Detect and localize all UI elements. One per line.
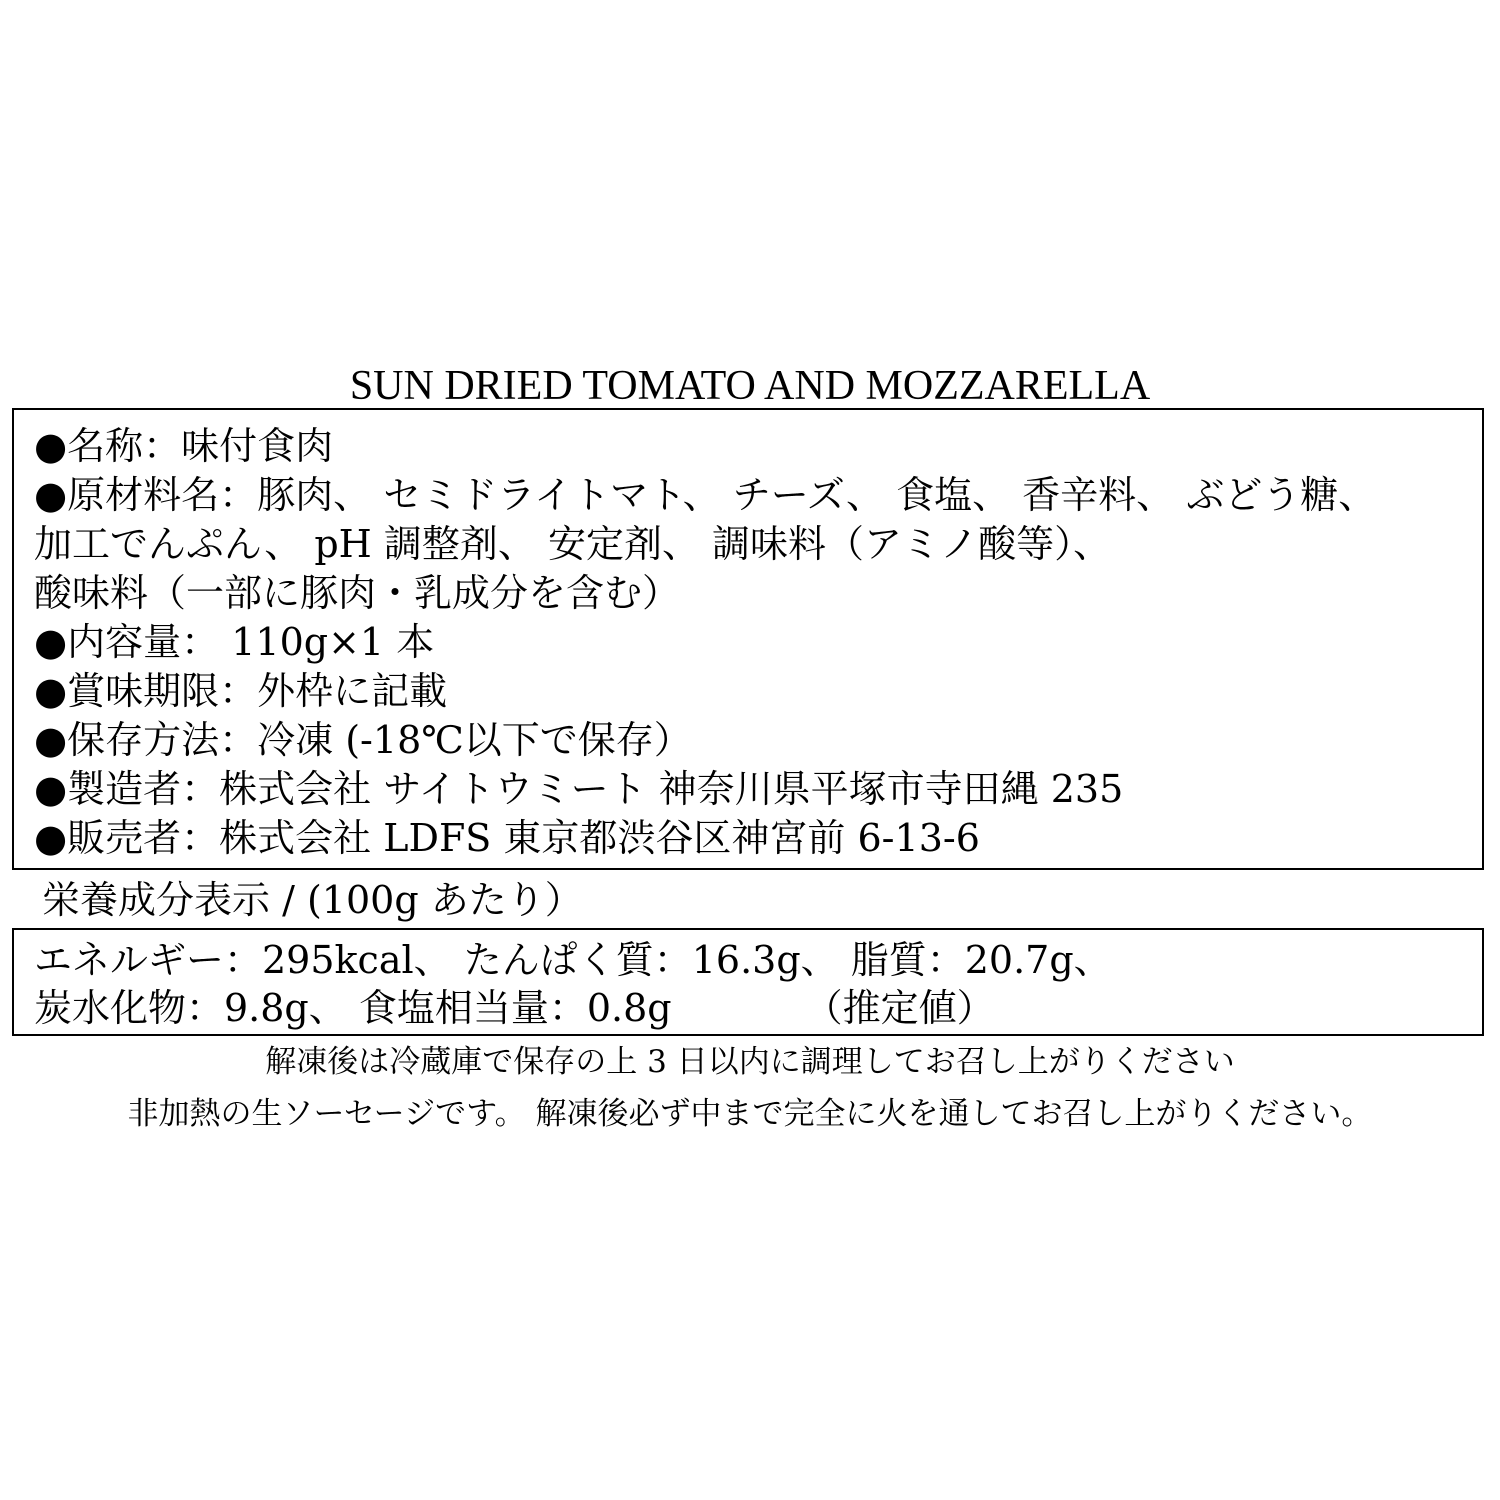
nutrition-box xyxy=(12,928,1484,1036)
product-info-box xyxy=(12,408,1484,870)
cooking-note: 非加熱の生ソーセージです。 解凍後必ず中まで完全に火を通してお召し上がりください。 xyxy=(127,1096,1373,1132)
nutrition-line: 炭水化物：9.8g、 食塩相当量：0.8g （推定値） xyxy=(34,986,995,1030)
info-line-seller: ●販売者：株式会社 LDFS 東京都渋谷区神宮前 6-13-6 xyxy=(34,816,980,860)
info-line-manufacturer: ●製造者：株式会社 サイトウミート 神奈川県平塚市寺田縄 235 xyxy=(34,767,1124,811)
info-line-ingredients-cont: 加工でんぷん、 pH 調整剤、 安定剤、 調味料（アミノ酸等）、 xyxy=(34,522,1112,566)
storage-note: 解凍後は冷蔵庫で保存の上 3 日以内に調理してお召し上がりください xyxy=(265,1044,1235,1080)
nutrition-line: エネルギー：295kcal、 たんぱく質：16.3g、 脂質：20.7g、 xyxy=(34,938,1112,982)
info-line-ingredients-cont-2: 酸味料（一部に豚肉・乳成分を含む） xyxy=(34,571,681,615)
product-title: SUN DRIED TOMATO AND MOZZARELLA xyxy=(349,363,1151,409)
info-line-ingredients: ●原材料名：豚肉、 セミドライトマト、 チーズ、 食塩、 香辛料、 ぶどう糖、 xyxy=(34,473,1377,517)
info-line-storage: ●保存方法：冷凍 (-18℃以下で保存） xyxy=(34,718,692,762)
info-line-best-before: ●賞味期限：外枠に記載 xyxy=(34,669,448,713)
info-line-name: ●名称：味付食肉 xyxy=(34,424,334,468)
nutrition-heading: 栄養成分表示 / (100g あたり） xyxy=(42,878,583,922)
info-line-quantity: ●内容量： 110g×1 本 xyxy=(34,620,435,664)
